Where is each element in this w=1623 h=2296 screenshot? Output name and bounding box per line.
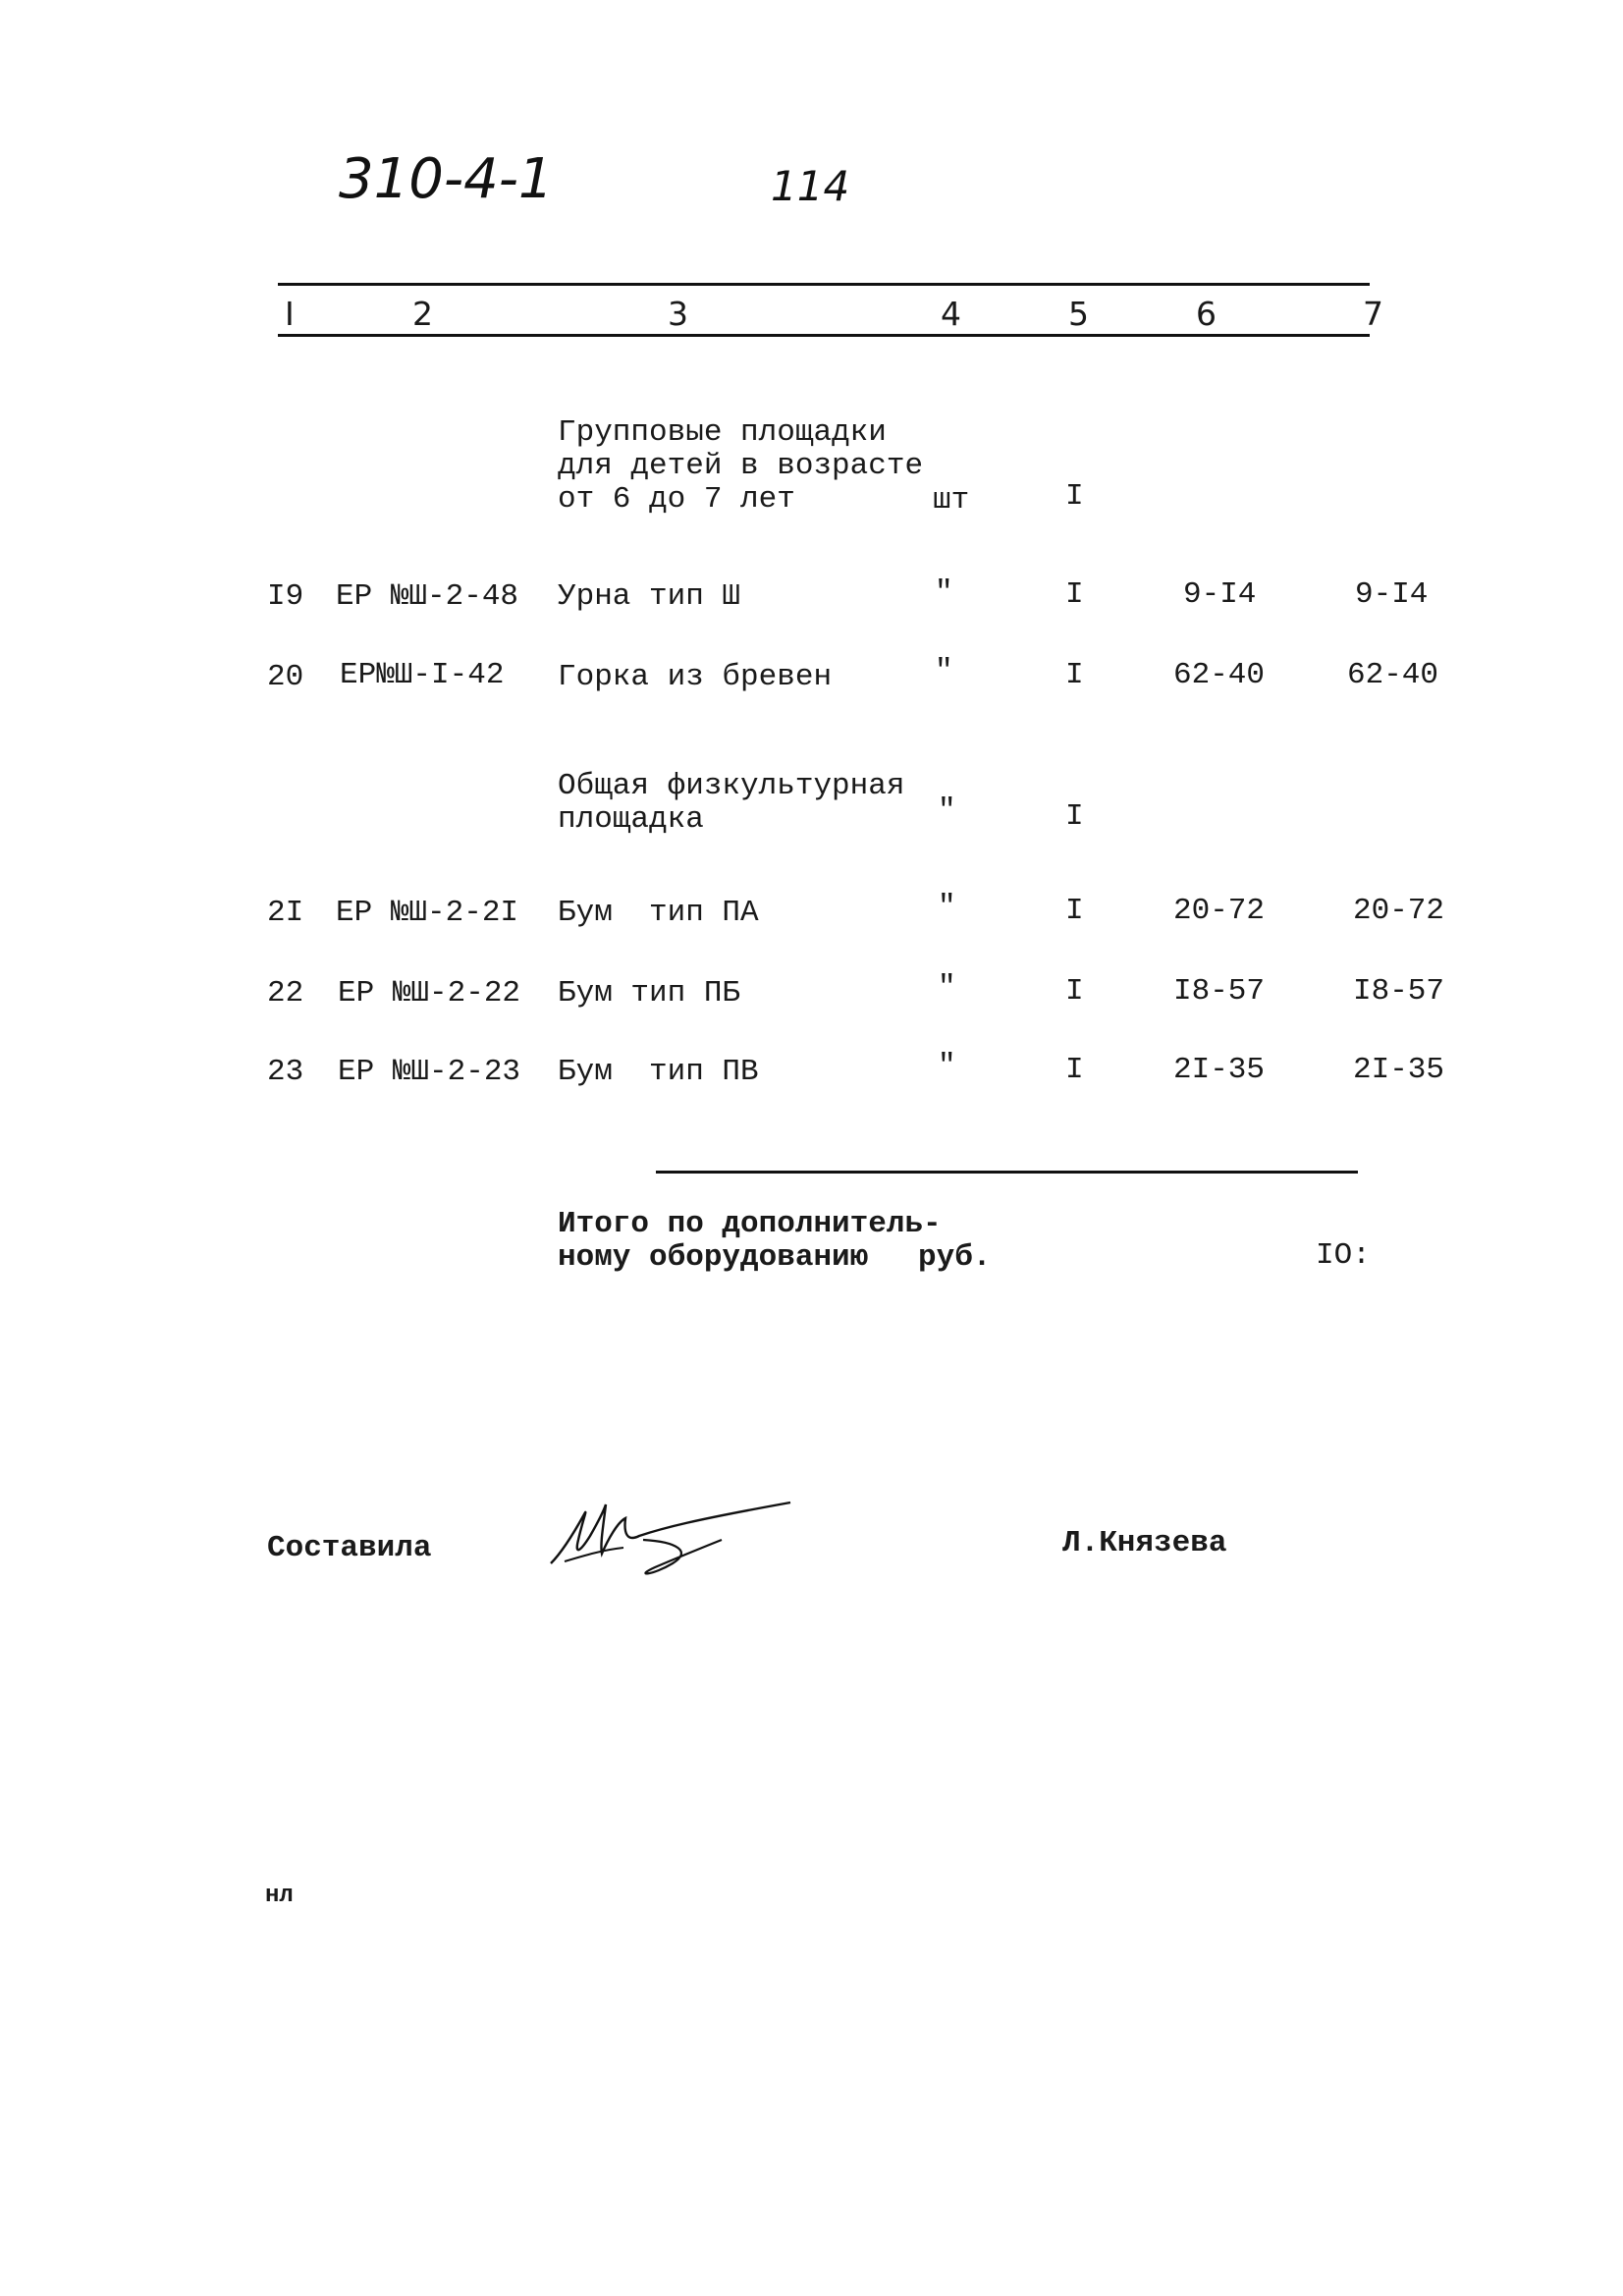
row-total: I8-57 [1353,974,1445,1009]
row-qty: I [1065,658,1084,692]
row-price: I8-57 [1173,974,1266,1009]
page-number: 114 [771,162,850,210]
col-header-4: 4 [941,295,961,333]
section-unit: " [938,793,956,828]
row-code: ЕР №Ш-2-48 [336,579,519,614]
row-number: 20 [267,660,304,694]
row-total: 62-40 [1347,658,1439,692]
col-header-5: 5 [1068,295,1089,333]
col-header-3: 3 [668,295,688,333]
row-code: ЕР №Ш-2-22 [338,976,521,1011]
total-rule [656,1171,1358,1174]
row-qty: I [1065,894,1084,928]
signature [545,1493,800,1591]
row-unit: " [938,890,956,924]
row-total: 2I-35 [1353,1053,1445,1087]
row-total: 9-I4 [1355,577,1429,612]
row-price: 2I-35 [1173,1053,1266,1087]
row-price: 20-72 [1173,894,1266,928]
section-title-line: площадка [558,802,704,837]
section-qty: I [1065,479,1084,514]
row-name: Бум тип ПБ [558,976,741,1011]
section-qty: I [1065,799,1084,834]
total-label-line: ному оборудованию [558,1240,869,1275]
row-qty: I [1065,1053,1084,1087]
row-code: ЕР №Ш-2-23 [338,1055,521,1089]
section-unit: шт [933,483,970,518]
row-unit: " [938,970,956,1005]
row-code: ЕР №Ш-2-2I [336,896,519,930]
section-title-line: от 6 до 7 лет [558,482,795,517]
row-name: Бум тип ПА [558,896,759,930]
col-header-6: 6 [1196,295,1217,333]
col-header-1: I [285,295,295,333]
row-name: Горка из бревен [558,660,833,694]
row-unit: " [938,1049,956,1083]
row-name: Бум тип ПВ [558,1055,759,1089]
row-name: Урна тип Ш [558,579,741,614]
total-label-line: Итого по дополнитель- [558,1207,942,1241]
section-title-line: Общая физкультурная [558,769,905,803]
header-top-rule [278,283,1370,286]
header-bottom-rule [278,334,1370,337]
total-value: IO: [1316,1238,1371,1273]
row-number: 2I [267,896,304,930]
row-price: 62-40 [1173,658,1266,692]
section-title-line: Групповые площадки [558,415,887,450]
row-unit: " [935,575,953,610]
row-code: ЕР№Ш-I-42 [340,658,505,692]
row-price: 9-I4 [1183,577,1257,612]
col-header-7: 7 [1363,295,1383,333]
row-qty: I [1065,974,1084,1009]
document-code: 310-4-1 [339,147,554,211]
total-unit: руб. [918,1240,992,1275]
row-total: 20-72 [1353,894,1445,928]
col-header-2: 2 [412,295,433,333]
row-number: 22 [267,976,304,1011]
row-qty: I [1065,577,1084,612]
footer-mark: нл [265,1883,294,1909]
compiled-by-label: Составила [267,1531,432,1565]
row-unit: " [935,654,953,688]
signer-name: Л.Князева [1062,1526,1227,1560]
row-number: I9 [267,579,304,614]
row-number: 23 [267,1055,304,1089]
section-title-line: для детей в возрасте [558,449,924,483]
